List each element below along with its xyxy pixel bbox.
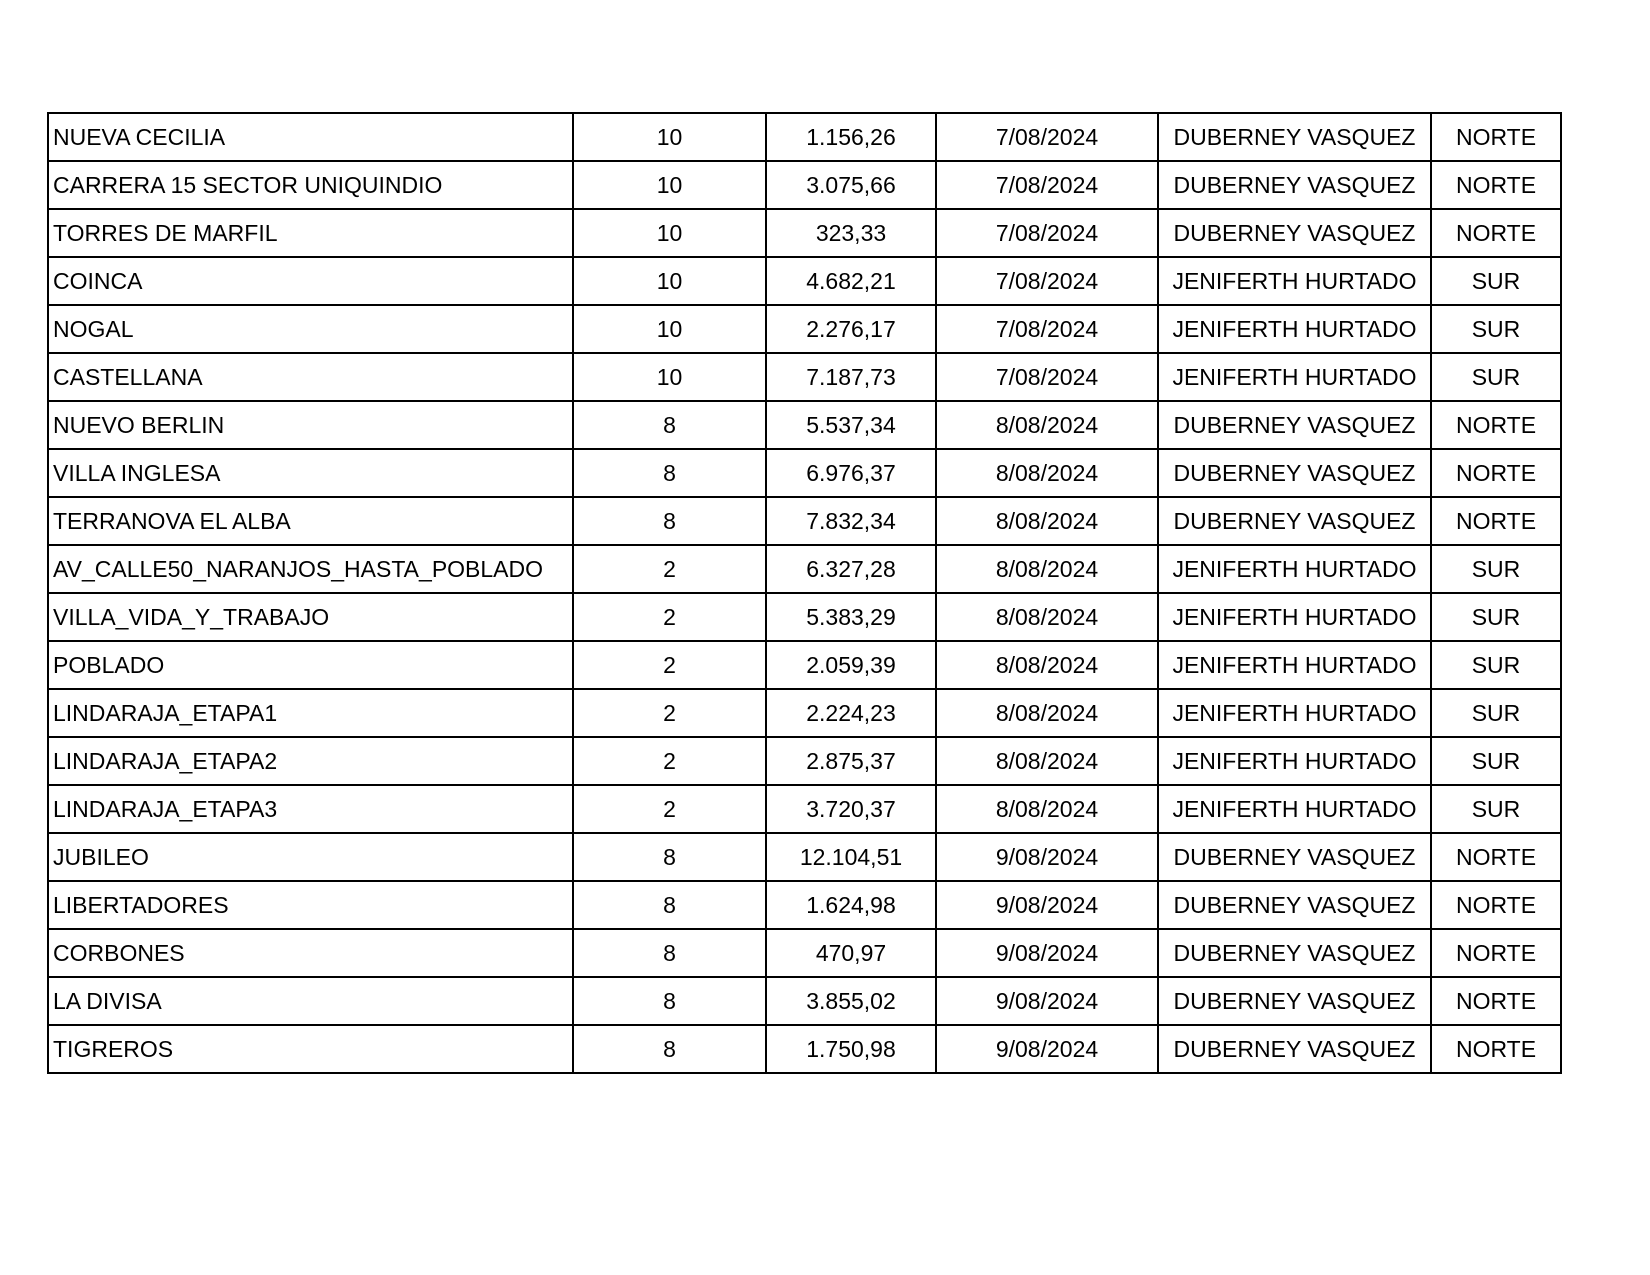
cell-number: 8 <box>573 881 766 929</box>
cell-date: 8/08/2024 <box>936 593 1158 641</box>
table-row <box>48 449 1561 497</box>
cell-name: JUBILEO <box>48 833 573 881</box>
cell-responsible: DUBERNEY VASQUEZ <box>1158 833 1431 881</box>
cell-name: LINDARAJA_ETAPA2 <box>48 737 573 785</box>
cell-number: 10 <box>573 161 766 209</box>
cell-name: CORBONES <box>48 929 573 977</box>
cell-responsible: DUBERNEY VASQUEZ <box>1158 449 1431 497</box>
cell-zone: SUR <box>1431 689 1561 737</box>
cell-date: 9/08/2024 <box>936 977 1158 1025</box>
cell-responsible: JENIFERTH HURTADO <box>1158 305 1431 353</box>
table-row <box>48 497 1561 545</box>
cell-number: 10 <box>573 113 766 161</box>
cell-responsible: DUBERNEY VASQUEZ <box>1158 977 1431 1025</box>
cell-name: LINDARAJA_ETAPA3 <box>48 785 573 833</box>
cell-date: 7/08/2024 <box>936 161 1158 209</box>
cell-number: 8 <box>573 833 766 881</box>
cell-number: 8 <box>573 1025 766 1073</box>
cell-value: 1.624,98 <box>766 881 936 929</box>
cell-zone: SUR <box>1431 305 1561 353</box>
cell-name: VILLA_VIDA_Y_TRABAJO <box>48 593 573 641</box>
cell-value: 3.720,37 <box>766 785 936 833</box>
cell-value: 4.682,21 <box>766 257 936 305</box>
cell-number: 10 <box>573 257 766 305</box>
table-row <box>48 305 1561 353</box>
cell-date: 7/08/2024 <box>936 257 1158 305</box>
cell-date: 8/08/2024 <box>936 545 1158 593</box>
cell-responsible: JENIFERTH HURTADO <box>1158 785 1431 833</box>
cell-value: 2.224,23 <box>766 689 936 737</box>
cell-date: 8/08/2024 <box>936 737 1158 785</box>
table-row <box>48 641 1561 689</box>
cell-responsible: JENIFERTH HURTADO <box>1158 257 1431 305</box>
cell-zone: SUR <box>1431 257 1561 305</box>
cell-number: 8 <box>573 449 766 497</box>
cell-responsible: DUBERNEY VASQUEZ <box>1158 401 1431 449</box>
cell-date: 8/08/2024 <box>936 641 1158 689</box>
cell-date: 9/08/2024 <box>936 881 1158 929</box>
cell-responsible: JENIFERTH HURTADO <box>1158 641 1431 689</box>
cell-name: LINDARAJA_ETAPA1 <box>48 689 573 737</box>
table-row <box>48 593 1561 641</box>
cell-value: 1.156,26 <box>766 113 936 161</box>
cell-responsible: JENIFERTH HURTADO <box>1158 737 1431 785</box>
cell-name: CASTELLANA <box>48 353 573 401</box>
cell-number: 10 <box>573 209 766 257</box>
cell-value: 7.187,73 <box>766 353 936 401</box>
cell-date: 8/08/2024 <box>936 401 1158 449</box>
cell-zone: NORTE <box>1431 497 1561 545</box>
cell-responsible: DUBERNEY VASQUEZ <box>1158 1025 1431 1073</box>
cell-zone: SUR <box>1431 593 1561 641</box>
cell-zone: NORTE <box>1431 977 1561 1025</box>
cell-zone: SUR <box>1431 545 1561 593</box>
table-row <box>48 785 1561 833</box>
cell-responsible: JENIFERTH HURTADO <box>1158 353 1431 401</box>
table-row <box>48 161 1561 209</box>
table-row <box>48 545 1561 593</box>
cell-name: VILLA INGLESA <box>48 449 573 497</box>
cell-zone: SUR <box>1431 737 1561 785</box>
cell-date: 7/08/2024 <box>936 353 1158 401</box>
cell-name: LA DIVISA <box>48 977 573 1025</box>
cell-number: 8 <box>573 497 766 545</box>
cell-responsible: DUBERNEY VASQUEZ <box>1158 113 1431 161</box>
table-row <box>48 977 1561 1025</box>
cell-value: 2.059,39 <box>766 641 936 689</box>
cell-date: 7/08/2024 <box>936 209 1158 257</box>
cell-value: 6.327,28 <box>766 545 936 593</box>
cell-date: 8/08/2024 <box>936 497 1158 545</box>
table-row <box>48 881 1561 929</box>
cell-number: 2 <box>573 689 766 737</box>
cell-zone: NORTE <box>1431 929 1561 977</box>
cell-zone: NORTE <box>1431 881 1561 929</box>
cell-name: CARRERA 15 SECTOR UNIQUINDIO <box>48 161 573 209</box>
cell-value: 5.383,29 <box>766 593 936 641</box>
cell-name: NUEVO BERLIN <box>48 401 573 449</box>
cell-number: 2 <box>573 593 766 641</box>
table-row <box>48 353 1561 401</box>
cell-date: 7/08/2024 <box>936 305 1158 353</box>
table-row <box>48 737 1561 785</box>
cell-number: 10 <box>573 353 766 401</box>
cell-value: 2.875,37 <box>766 737 936 785</box>
cell-name: TORRES DE MARFIL <box>48 209 573 257</box>
document-page <box>47 112 1562 1074</box>
cell-date: 7/08/2024 <box>936 113 1158 161</box>
cell-number: 8 <box>573 929 766 977</box>
cell-name: TERRANOVA EL ALBA <box>48 497 573 545</box>
cell-zone: NORTE <box>1431 833 1561 881</box>
cell-value: 6.976,37 <box>766 449 936 497</box>
cell-date: 8/08/2024 <box>936 689 1158 737</box>
cell-responsible: DUBERNEY VASQUEZ <box>1158 929 1431 977</box>
cell-responsible: DUBERNEY VASQUEZ <box>1158 209 1431 257</box>
cell-name: NOGAL <box>48 305 573 353</box>
cell-date: 9/08/2024 <box>936 929 1158 977</box>
cell-value: 5.537,34 <box>766 401 936 449</box>
cell-name: POBLADO <box>48 641 573 689</box>
table-row <box>48 1025 1561 1073</box>
cell-responsible: JENIFERTH HURTADO <box>1158 545 1431 593</box>
cell-responsible: DUBERNEY VASQUEZ <box>1158 881 1431 929</box>
cell-date: 8/08/2024 <box>936 449 1158 497</box>
cell-responsible: JENIFERTH HURTADO <box>1158 593 1431 641</box>
cell-name: TIGREROS <box>48 1025 573 1073</box>
table-row <box>48 113 1561 161</box>
cell-responsible: DUBERNEY VASQUEZ <box>1158 161 1431 209</box>
table-row <box>48 929 1561 977</box>
cell-value: 3.075,66 <box>766 161 936 209</box>
data-table <box>47 112 1562 1074</box>
cell-zone: SUR <box>1431 353 1561 401</box>
table-row <box>48 209 1561 257</box>
cell-number: 2 <box>573 737 766 785</box>
cell-number: 8 <box>573 977 766 1025</box>
cell-value: 12.104,51 <box>766 833 936 881</box>
cell-value: 470,97 <box>766 929 936 977</box>
table-row <box>48 833 1561 881</box>
cell-date: 8/08/2024 <box>936 785 1158 833</box>
cell-date: 9/08/2024 <box>936 1025 1158 1073</box>
cell-zone: SUR <box>1431 785 1561 833</box>
cell-date: 9/08/2024 <box>936 833 1158 881</box>
table-row <box>48 689 1561 737</box>
table-row <box>48 401 1561 449</box>
cell-zone: NORTE <box>1431 161 1561 209</box>
cell-name: LIBERTADORES <box>48 881 573 929</box>
cell-zone: NORTE <box>1431 113 1561 161</box>
cell-zone: NORTE <box>1431 1025 1561 1073</box>
cell-name: AV_CALLE50_NARANJOS_HASTA_POBLADO <box>48 545 573 593</box>
cell-number: 8 <box>573 401 766 449</box>
cell-value: 2.276,17 <box>766 305 936 353</box>
cell-responsible: DUBERNEY VASQUEZ <box>1158 497 1431 545</box>
cell-zone: NORTE <box>1431 401 1561 449</box>
table-row <box>48 257 1561 305</box>
cell-value: 323,33 <box>766 209 936 257</box>
cell-responsible: JENIFERTH HURTADO <box>1158 689 1431 737</box>
cell-number: 2 <box>573 545 766 593</box>
cell-value: 1.750,98 <box>766 1025 936 1073</box>
cell-number: 2 <box>573 641 766 689</box>
cell-number: 2 <box>573 785 766 833</box>
cell-value: 3.855,02 <box>766 977 936 1025</box>
cell-number: 10 <box>573 305 766 353</box>
cell-zone: SUR <box>1431 641 1561 689</box>
cell-zone: NORTE <box>1431 209 1561 257</box>
cell-zone: NORTE <box>1431 449 1561 497</box>
cell-name: COINCA <box>48 257 573 305</box>
cell-name: NUEVA CECILIA <box>48 113 573 161</box>
cell-value: 7.832,34 <box>766 497 936 545</box>
